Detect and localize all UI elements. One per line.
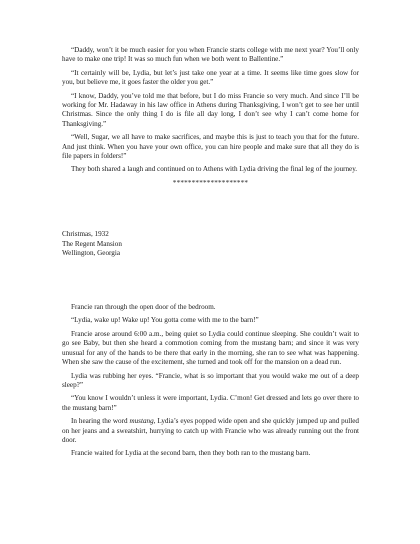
paragraph: Francie arose around 6:00 a.m., being quiet so Lydia could continue sleeping. She couldn’t wait to go see Baby, but then she heard a commotion coming from the mustang barn; and since it was very unusual for any of the hands to be there that early in the morning, she ran to see what was happening. When she saw the cause of the excitement, she turned and took off for the mansion on a dead run.	[62, 329, 359, 367]
paragraph: “You know I wouldn’t unless it were important, Lydia. C’mon! Get dressed and lets go over there to the mustang barn!”	[62, 394, 359, 412]
manuscript-page	[62, 46, 359, 463]
emphasis-word: mustang,	[129, 417, 156, 426]
paragraph: “Well, Sugar, we all have to make sacrifices, and maybe this is just to teach you that for the future. And just think. When you have your own office, you can hire people and make sure that all they do is file papers in folders!”	[62, 133, 359, 161]
paragraph: “I know, Daddy, you’ve told me that before, but I do miss Francie so very much. And since I’ll be working for Mr. Hadaway in his law office in Athens during Thanksgiving, I won’t get to see her until Christmas. Since the only thing I do is file all day long, I don’t see why I can’t come home for Thanksgiving.”	[62, 91, 359, 128]
paragraph: Francie ran through the open door of the bedroom.	[71, 303, 216, 312]
paragraph: “Daddy, won’t it be much easier for you when Francie starts college with me next year? You’ll only have to make one trip! It was so much fun when we both went to Ballentine.”	[62, 46, 359, 64]
text-run: Lydia’s eyes popped wide open and she quickly jumped up and pulled on her jeans and a sweatshirt, hurrying to catch up with Francie who was already running out the front door.	[62, 417, 359, 444]
text-run: In hearing the word	[71, 417, 130, 426]
section-christmas	[62, 303, 359, 459]
paragraph: Lydia was rubbing her eyes. “Francie, what is so important that you would wake me out of a deep sleep?”	[62, 371, 359, 389]
heading-town: Wellington, Georgia	[62, 249, 120, 258]
paragraph: They both shared a laugh and continued on to Athens with Lydia driving the final leg of the journey.	[71, 165, 358, 174]
scene-heading	[62, 230, 359, 259]
paragraph: Francie waited for Lydia at the second barn, then they both ran to the mustang barn.	[71, 449, 311, 458]
paragraph: “It certainly will be, Lydia, but let’s just take one year at a time. It seems like time goes slow for you, but believe me, it goes faster the older you get.”	[62, 68, 359, 87]
section-travel	[62, 46, 359, 188]
scene-break: ********************	[172, 178, 249, 187]
paragraph: “Lydia, wake up! Wake up! You gotta come with me to the barn!”	[71, 316, 259, 325]
heading-date: Christmas, 1932	[62, 230, 109, 239]
heading-place: The Regent Mansion	[62, 239, 122, 248]
paragraph	[62, 417, 359, 445]
